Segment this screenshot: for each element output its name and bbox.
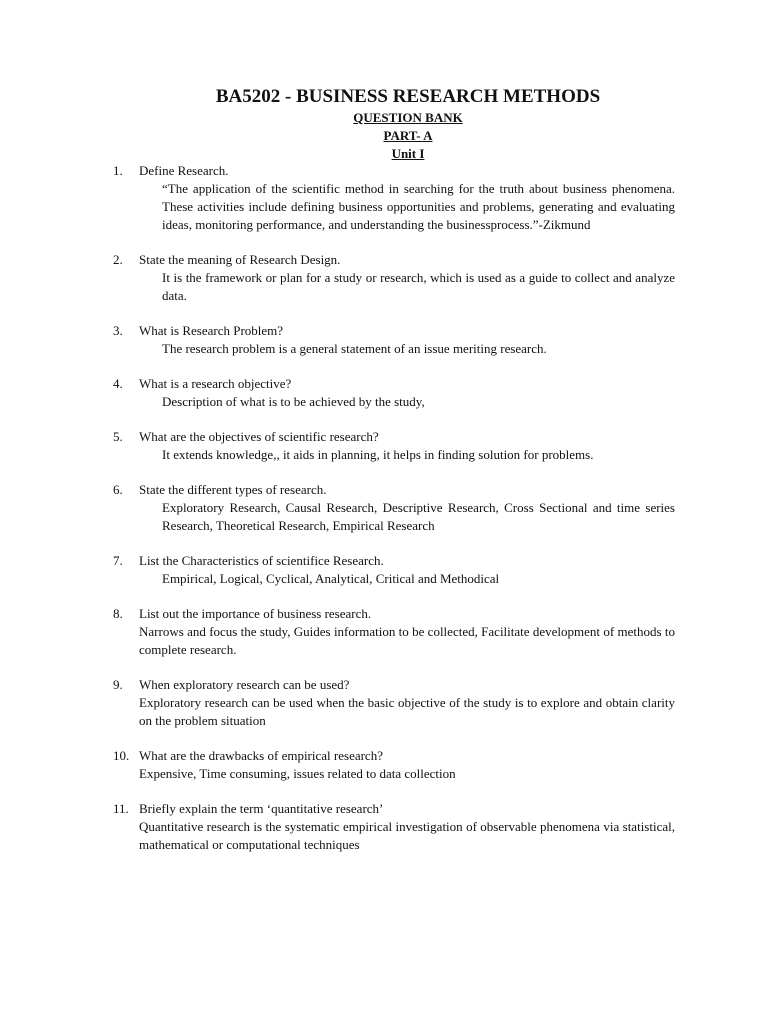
question-item [0,605,768,659]
document-subtitle: QUESTION BANK [353,110,463,125]
question-text: When exploratory research can be used? [139,677,350,692]
question-item [0,162,768,234]
question-item [0,747,768,783]
question-number: 8. [113,606,123,621]
answer-text: Empirical, Logical, Cyclical, Analytical, Critical and Methodical [162,571,500,586]
answer-text: “The application of the scientific method in searching for the truth about business phenomena. These activities include defining business opportunities and problems, generating and evaluating ideas, monitoring performance, and understanding the businessprocess.”-Zikmund [162,181,675,232]
question-number: 7. [113,553,123,568]
question-text: List the Characteristics of scientifice Research. [139,553,384,568]
answer-text: It extends knowledge,, it aids in planning, it helps in finding solution for problems. [162,447,594,462]
answer-text: The research problem is a general statement of an issue meriting research. [162,341,547,356]
question-item [0,481,768,535]
answer-text: Expensive, Time consuming, issues related to data collection [139,766,456,781]
question-item [0,800,768,854]
answer-text: Exploratory research can be used when the basic objective of the study is to explore and obtain clarity on the problem situation [139,695,675,728]
question-item [0,322,768,358]
answer-text: It is the framework or plan for a study or research, which is used as a guide to collect and analyze data. [162,270,675,303]
question-number: 10. [113,748,130,763]
part-heading: PART- A [383,128,433,143]
question-number: 6. [113,482,123,497]
question-text: What is Research Problem? [139,323,284,338]
answer-text: Quantitative research is the systematic empirical investigation of observable phenomena via statistical, mathematical or computational techniques [139,819,675,852]
question-item [0,251,768,305]
question-text: What is a research objective? [139,376,292,391]
question-number: 1. [113,163,123,178]
question-number: 9. [113,677,123,692]
answer-text: Exploratory Research, Causal Research, Descriptive Research, Cross Sectional and time series Research, Theoretical Research, Empirical Research [162,500,675,533]
question-text: List out the importance of business research. [139,606,372,621]
question-list [0,162,768,871]
question-item [0,375,768,411]
question-number: 11. [113,801,129,816]
question-text: What are the objectives of scientific research? [139,429,379,444]
document-title: BA5202 - BUSINESS RESEARCH METHODS [215,86,601,107]
question-item [0,552,768,588]
question-number: 3. [113,323,123,338]
question-text: What are the drawbacks of empirical research? [139,748,383,763]
answer-text: Description of what is to be achieved by the study, [162,394,425,409]
question-text: State the meaning of Research Design. [139,252,341,267]
question-text: State the different types of research. [139,482,327,497]
question-text: Define Research. [139,163,229,178]
question-number: 2. [113,252,123,267]
question-number: 4. [113,376,123,391]
question-item [0,428,768,464]
unit-heading: Unit I [391,146,425,161]
answer-text: Narrows and focus the study, Guides information to be collected, Facilitate development of methods to complete research. [139,624,675,657]
question-item [0,676,768,730]
question-number: 5. [113,429,123,444]
question-text: Briefly explain the term ‘quantitative research’ [139,801,384,816]
